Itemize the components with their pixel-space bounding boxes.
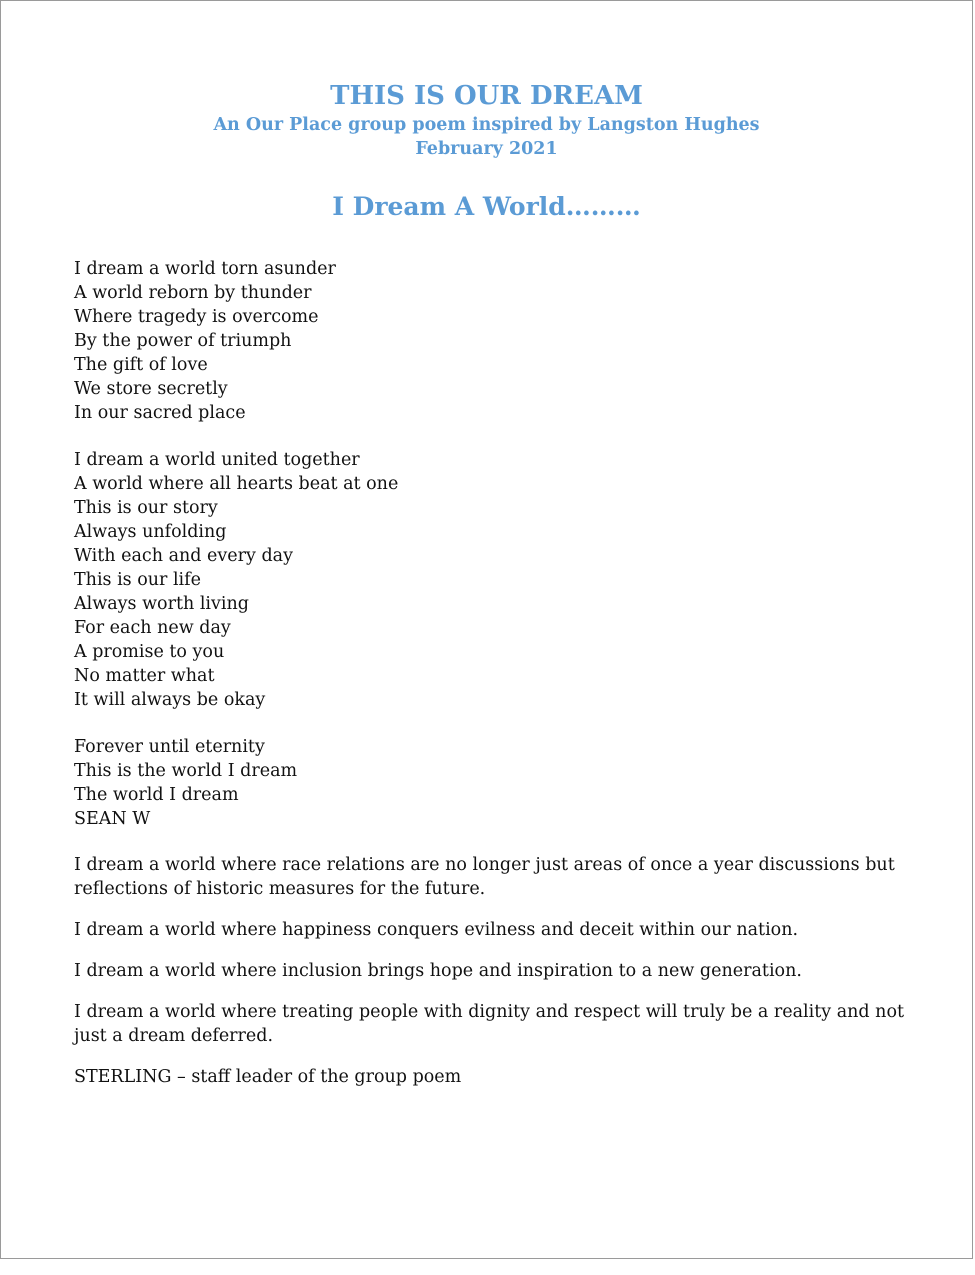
poem-line: A promise to you — [74, 642, 225, 662]
dream-paragraph: I dream a world where treating people with dignity and respect will truly be a reality and not just a dream deferred. — [74, 1002, 905, 1046]
stanza-2 — [74, 448, 904, 712]
poem-line: We store secretly — [74, 379, 228, 399]
poem-line: For each new day — [74, 618, 231, 638]
stanza-3 — [74, 735, 904, 831]
paragraph-spacer — [74, 983, 904, 1000]
dream-paragraph: I dream a world where race relations are no longer just areas of once a year discussions but reflections of historic measures for the future. — [74, 855, 895, 899]
poem-line: This is our story — [74, 498, 218, 518]
section-spacer — [74, 831, 904, 853]
document-subtitle: An Our Place group poem inspired by Langston Hughes — [213, 115, 760, 135]
poem-line: The gift of love — [74, 355, 208, 375]
poem-line: A world reborn by thunder — [74, 283, 312, 303]
stanza-1 — [74, 257, 904, 425]
stanza-spacer — [74, 712, 904, 735]
poem-line: The world I dream — [74, 785, 239, 805]
poem-line: This is the world I dream — [74, 761, 298, 781]
author-signature: SEAN W — [74, 809, 151, 829]
paragraph-spacer — [74, 1048, 904, 1065]
poem-line: Always worth living — [74, 594, 249, 614]
paragraph-spacer — [74, 901, 904, 918]
poem-line: Always unfolding — [74, 522, 227, 542]
poem-line: By the power of triumph — [74, 331, 292, 351]
poem-body — [74, 257, 904, 1089]
document-header — [1, 79, 972, 161]
staff-leader-credit: STERLING – staff leader of the group poem — [74, 1067, 462, 1087]
poem-line: Where tragedy is overcome — [74, 307, 319, 327]
poem-line: No matter what — [74, 666, 215, 686]
poem-title: I Dream A World……… — [332, 192, 641, 221]
poem-line: Forever until eternity — [74, 737, 265, 757]
poem-line: In our sacred place — [74, 403, 246, 423]
poem-line: I dream a world torn asunder — [74, 259, 336, 279]
poem-line: A world where all hearts beat at one — [74, 474, 399, 494]
poem-line: This is our life — [74, 570, 201, 590]
stanza-spacer — [74, 425, 904, 448]
dream-paragraph: I dream a world where inclusion brings hope and inspiration to a new generation. — [74, 961, 802, 981]
document-title: THIS IS OUR DREAM — [330, 81, 643, 111]
poem-line: It will always be okay — [74, 690, 266, 710]
paragraph-spacer — [74, 942, 904, 959]
poem-line: With each and every day — [74, 546, 293, 566]
document-date: February 2021 — [415, 139, 558, 159]
poem-line: I dream a world united together — [74, 450, 360, 470]
dream-paragraph: I dream a world where happiness conquers evilness and deceit within our nation. — [74, 920, 799, 940]
